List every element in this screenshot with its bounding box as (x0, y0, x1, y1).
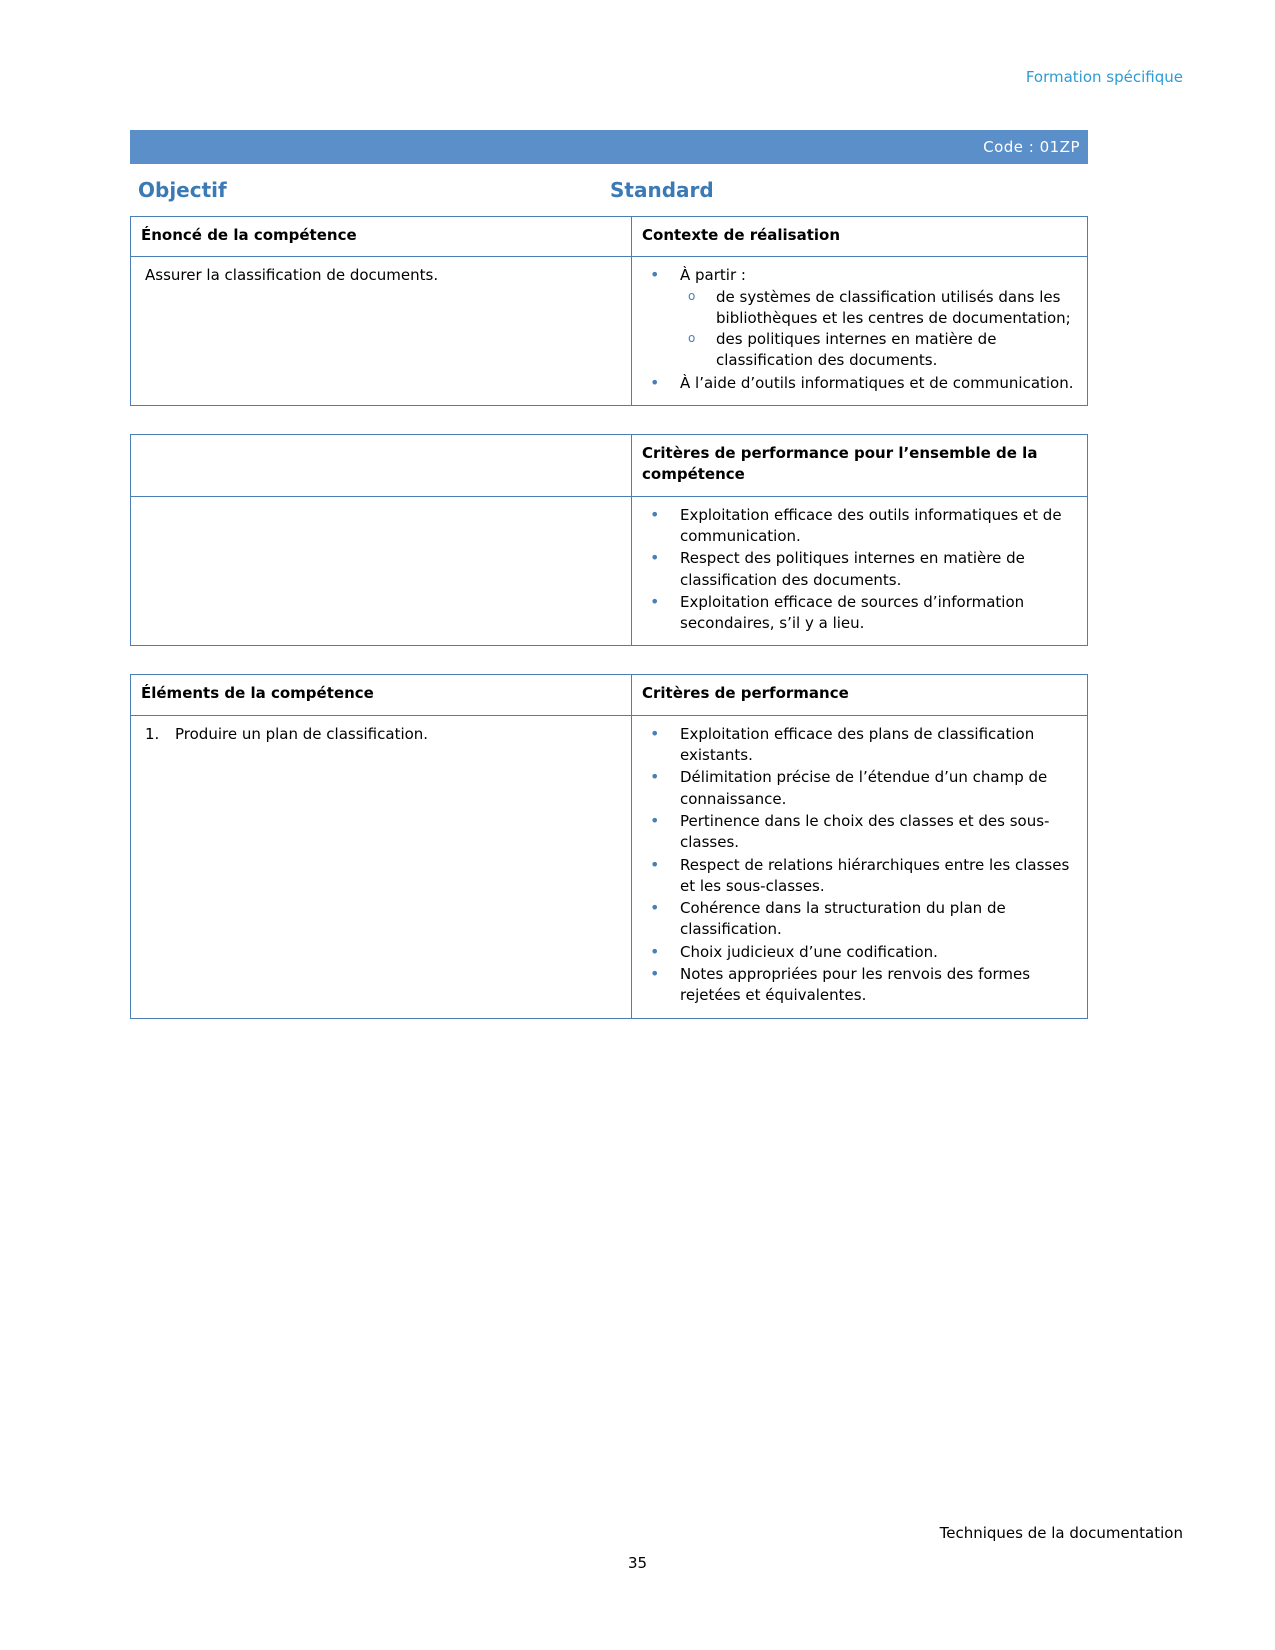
code-banner (130, 130, 1088, 164)
list-item: • Exploitation efficace de sources d’information secondaires, s’il y a lieu. (642, 592, 1077, 635)
header-enonce-competence: Énoncé de la compétence (131, 217, 632, 257)
cell-element (131, 715, 632, 1018)
list-item: • Respect des politiques internes en matière de classification des documents. (642, 548, 1077, 591)
competency-statement-table (130, 216, 1088, 406)
list-item: • Notes appropriées pour les renvois des formes rejetées et équivalentes. (642, 964, 1077, 1007)
list-item (642, 265, 1077, 371)
header-contexte-realisation: Contexte de réalisation (632, 217, 1088, 257)
cell-overall-criteria (632, 496, 1088, 646)
context-sublist (680, 287, 1077, 372)
page-content (130, 130, 1088, 1047)
statement-text: Assurer la classification de documents. (145, 266, 439, 285)
cell-empty-header (131, 435, 632, 497)
table-row (131, 217, 1088, 257)
header-criteres-ensemble: Critères de performance pour l’ensemble de la compétence (632, 435, 1088, 497)
list-item: • Exploitation efficace des outils informatiques et de communication. (642, 505, 1077, 548)
header-subject: Formation spécifique (1025, 68, 1183, 86)
list-item: o de systèmes de classification utilisés dans les bibliothèques et les centres de documentation; (680, 287, 1077, 330)
element-entry (141, 724, 621, 745)
table-row (131, 675, 1088, 715)
code-label: Code : 01ZP (983, 138, 1080, 156)
cell-empty-body (131, 496, 632, 646)
list-item: • Respect de relations hiérarchiques entre les classes et les sous-classes. (642, 855, 1077, 898)
context-list (642, 265, 1077, 394)
context-item-label: À partir : (680, 266, 746, 285)
table-row (131, 435, 1088, 497)
list-item: • Délimitation précise de l’étendue d’un champ de connaissance. (642, 767, 1077, 810)
list-item: • Choix judicieux d’une codification. (642, 942, 1077, 963)
overall-criteria-list (642, 505, 1077, 635)
element-text: Produire un plan de classification. (175, 724, 429, 743)
page-number: 35 (627, 1554, 648, 1572)
table-row (131, 496, 1088, 646)
title-objectif: Objectif (138, 178, 227, 202)
header-elements-competence: Éléments de la compétence (131, 675, 632, 715)
cell-element-criteria (632, 715, 1088, 1018)
element-number: 1. (145, 724, 160, 743)
list-item: • Pertinence dans le choix des classes et des sous-classes. (642, 811, 1077, 854)
cell-context (632, 257, 1088, 406)
title-standard: Standard (610, 178, 714, 202)
element-criteria-list (642, 724, 1077, 1007)
list-item: • Cohérence dans la structuration du plan de classification. (642, 898, 1077, 941)
elements-criteria-table (130, 674, 1088, 1018)
list-item: o des politiques internes en matière de classification des documents. (680, 329, 1077, 372)
header-criteres-performance: Critères de performance (632, 675, 1088, 715)
table-row (131, 257, 1088, 406)
footer-program: Techniques de la documentation (939, 1524, 1183, 1542)
table-row (131, 715, 1088, 1018)
overall-criteria-table (130, 434, 1088, 646)
list-item: • Exploitation efficace des plans de classification existants. (642, 724, 1077, 767)
cell-statement (131, 257, 632, 406)
list-item: • À l’aide d’outils informatiques et de communication. (642, 373, 1077, 394)
section-titles (130, 178, 1088, 202)
